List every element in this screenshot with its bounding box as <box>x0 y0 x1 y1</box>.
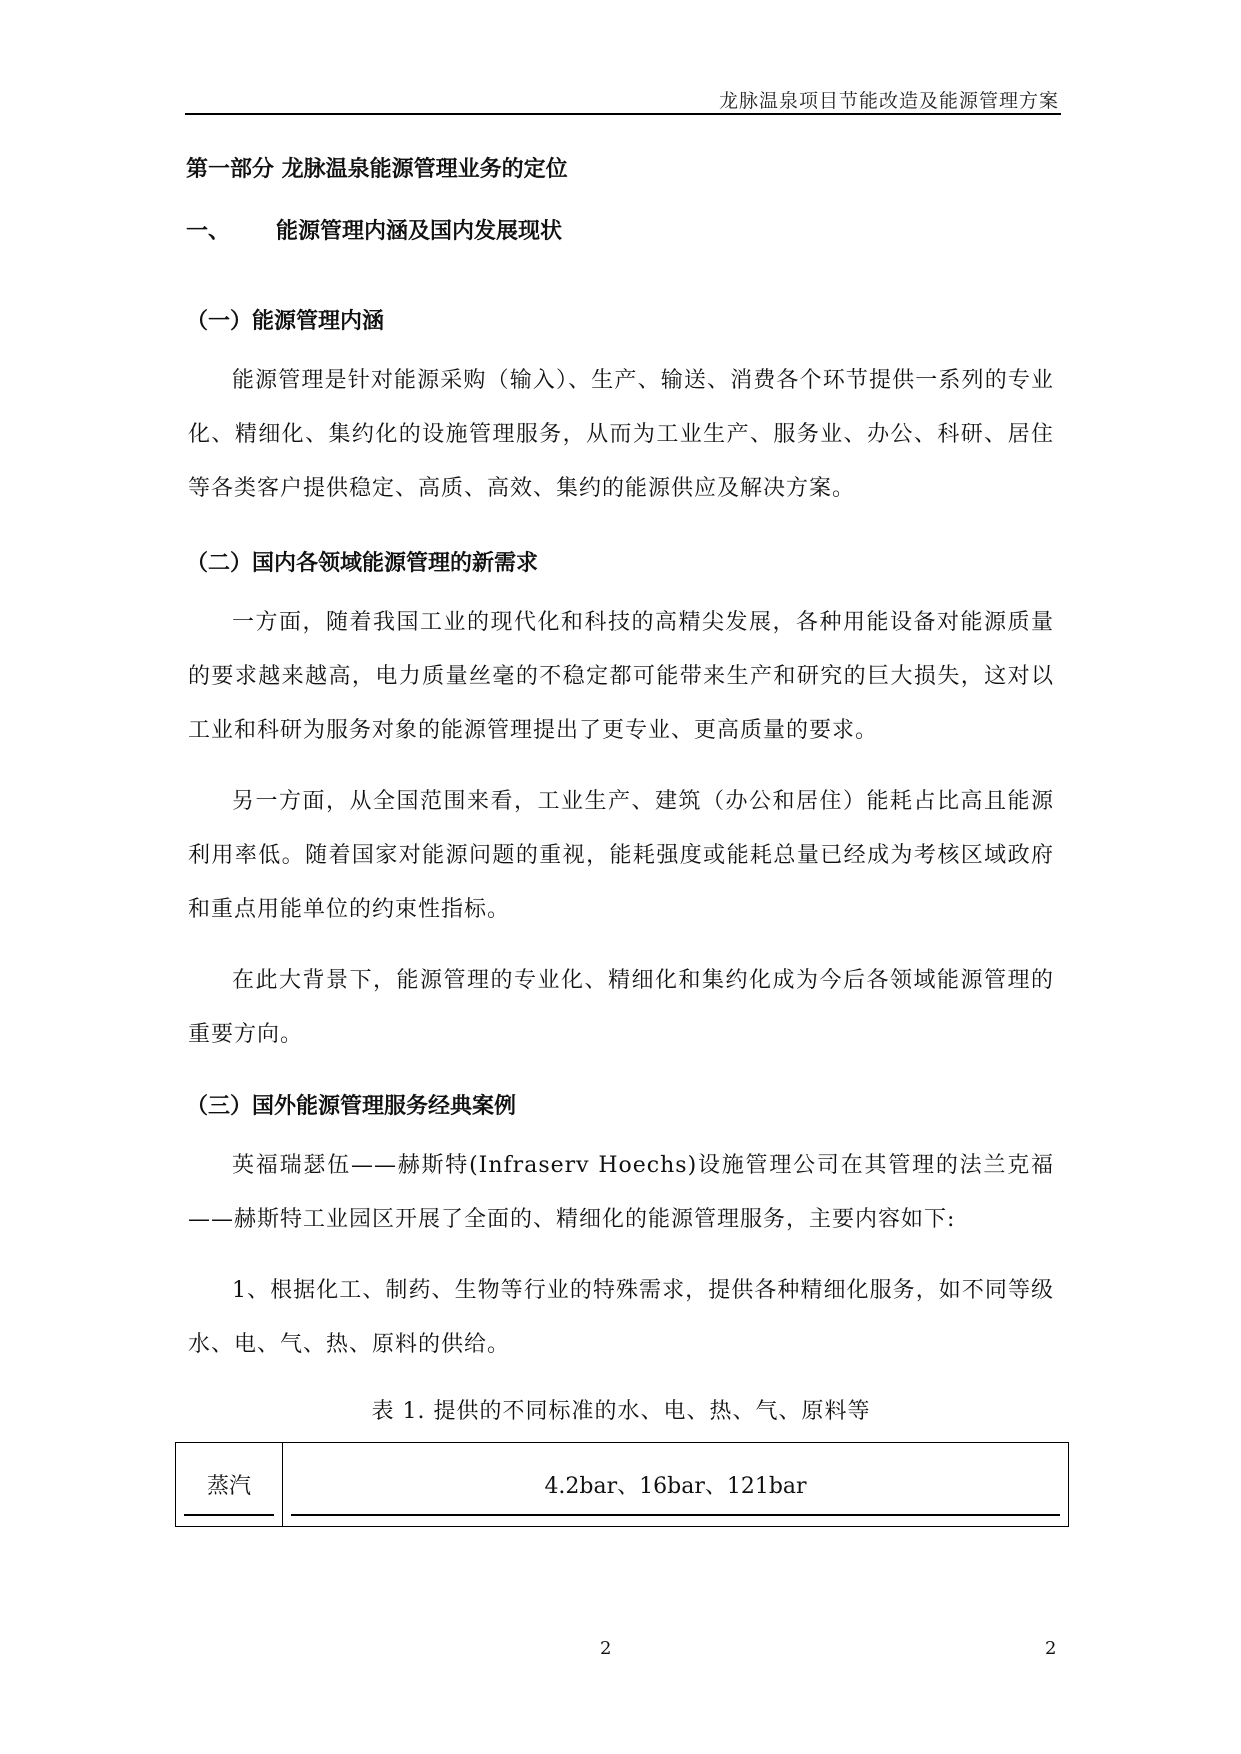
section-title: 能源管理内涵及国内发展现状 <box>276 219 563 244</box>
page-number-right: 2 <box>1045 1638 1057 1659</box>
cell-key-text: 蒸汽 <box>206 1474 251 1499</box>
data-table <box>175 1442 1069 1527</box>
header-title: 龙脉温泉项目节能改造及能源管理方案 <box>718 90 1059 112</box>
table-row-key <box>176 1443 283 1526</box>
page-number-center: 2 <box>600 1638 612 1659</box>
cell-underline <box>291 1514 1060 1516</box>
table-row-value <box>283 1443 1068 1526</box>
paragraph: 另一方面，从全国范围来看，工业生产、建筑（办公和居住）能耗占比高且能源利用率低。随着国家对能源问题的重视，能耗强度或能耗总量已经成为考核区域政府和重点用能单位的约束性指标。 <box>188 789 1054 922</box>
subsection-title-1: （一）能源管理内涵 <box>186 309 385 334</box>
part-title: 第一部分 龙脉温泉能源管理业务的定位 <box>186 157 568 182</box>
table-caption: 表 1. 提供的不同标准的水、电、热、气、原料等 <box>371 1399 871 1424</box>
cell-underline <box>184 1514 274 1516</box>
cell-value-text: 4.2bar、16bar、121bar <box>544 1474 807 1499</box>
section-number: 一、 <box>186 219 231 244</box>
subsection-title-2: （二）国内各领域能源管理的新需求 <box>186 551 539 576</box>
header-divider <box>185 113 1061 115</box>
subsection-title-3: （三）国外能源管理服务经典案例 <box>186 1094 517 1119</box>
paragraph: 英福瑞瑟伍——赫斯特(Infraserv Hoechs)设施管理公司在其管理的法兰克福——赫斯特工业园区开展了全面的、精细化的能源管理服务，主要内容如下: <box>188 1153 1054 1232</box>
paragraph: 一方面，随着我国工业的现代化和科技的高精尖发展，各种用能设备对能源质量的要求越来越高，电力质量丝毫的不稳定都可能带来生产和研究的巨大损失，这对以工业和科研为服务对象的能源管理提出了更专业、更高质量的要求。 <box>188 610 1054 743</box>
paragraph: 在此大背景下，能源管理的专业化、精细化和集约化成为今后各领域能源管理的重要方向。 <box>188 968 1054 1047</box>
paragraph: 1、根据化工、制药、生物等行业的特殊需求，提供各种精细化服务，如不同等级水、电、气、热、原料的供给。 <box>188 1278 1054 1357</box>
paragraph: 能源管理是针对能源采购（输入）、生产、输送、消费各个环节提供一系列的专业化、精细化、集约化的设施管理服务，从而为工业生产、服务业、办公、科研、居住等各类客户提供稳定、高质、高效、集约的能源供应及解决方案。 <box>188 368 1054 501</box>
